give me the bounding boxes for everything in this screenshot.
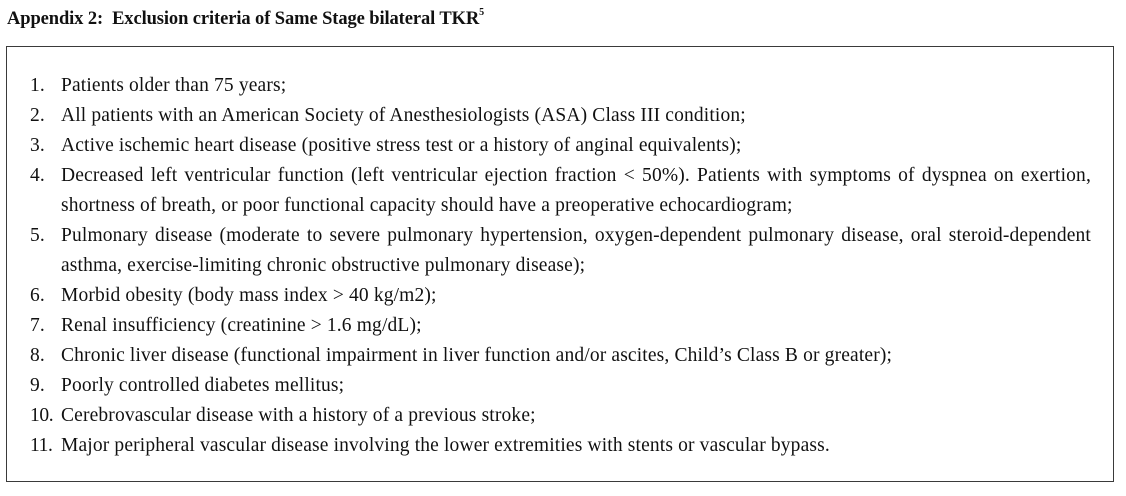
criteria-number: 6. (30, 285, 45, 306)
criteria-box (6, 46, 1114, 482)
appendix-title (7, 8, 484, 30)
appendix-title-text: Exclusion criteria of Same Stage bilateral TKR (112, 9, 480, 29)
criteria-text: Pulmonary disease (moderate to severe pulmonary hypertension, oxygen-dependent pulmonary disease, oral steroid-dependent asthma, exercise-limiting chronic obstructive pulmonary disease); (61, 225, 1091, 276)
criteria-text: Active ischemic heart disease (positive stress test or a history of anginal equivalents); (61, 135, 742, 156)
reference-superscript: 5 (479, 6, 485, 18)
criteria-text: Morbid obesity (body mass index > 40 kg/m2); (61, 285, 437, 306)
criteria-item (7, 131, 1115, 161)
criteria-text: Poorly controlled diabetes mellitus; (61, 375, 345, 396)
criteria-number: 4. (30, 165, 45, 186)
criteria-number: 10. (30, 405, 54, 426)
criteria-item (7, 341, 1115, 371)
criteria-number: 9. (30, 375, 45, 396)
criteria-item (7, 281, 1115, 311)
criteria-list (7, 71, 1115, 461)
criteria-text: Chronic liver disease (functional impairment in liver function and/or ascites, Child’s Class B or greater); (61, 345, 893, 366)
criteria-text: All patients with an American Society of Anesthesiologists (ASA) Class III condition; (61, 105, 746, 126)
criteria-number: 5. (30, 225, 45, 246)
criteria-item (7, 431, 1115, 461)
criteria-text: Patients older than 75 years; (61, 75, 287, 96)
criteria-text: Decreased left ventricular function (left ventricular ejection fraction < 50%). Patients with symptoms of dyspnea on exertion, shortness of breath, or poor functional capacity should have a preoperative echocardiogram; (61, 165, 1091, 216)
criteria-item (7, 371, 1115, 401)
criteria-number: 2. (30, 105, 45, 126)
criteria-number: 11. (30, 435, 53, 456)
criteria-text: Renal insufficiency (creatinine > 1.6 mg/dL); (61, 315, 422, 336)
criteria-item (7, 161, 1115, 221)
criteria-item (7, 221, 1115, 281)
appendix-label: Appendix 2: (7, 9, 104, 29)
criteria-number: 7. (30, 315, 45, 336)
criteria-item (7, 71, 1115, 101)
criteria-item (7, 401, 1115, 431)
criteria-number: 1. (30, 75, 45, 96)
criteria-text: Major peripheral vascular disease involving the lower extremities with stents or vascular bypass. (61, 435, 830, 456)
criteria-item (7, 311, 1115, 341)
criteria-number: 8. (30, 345, 45, 366)
criteria-item (7, 101, 1115, 131)
criteria-text: Cerebrovascular disease with a history of a previous stroke; (61, 405, 536, 426)
criteria-number: 3. (30, 135, 45, 156)
